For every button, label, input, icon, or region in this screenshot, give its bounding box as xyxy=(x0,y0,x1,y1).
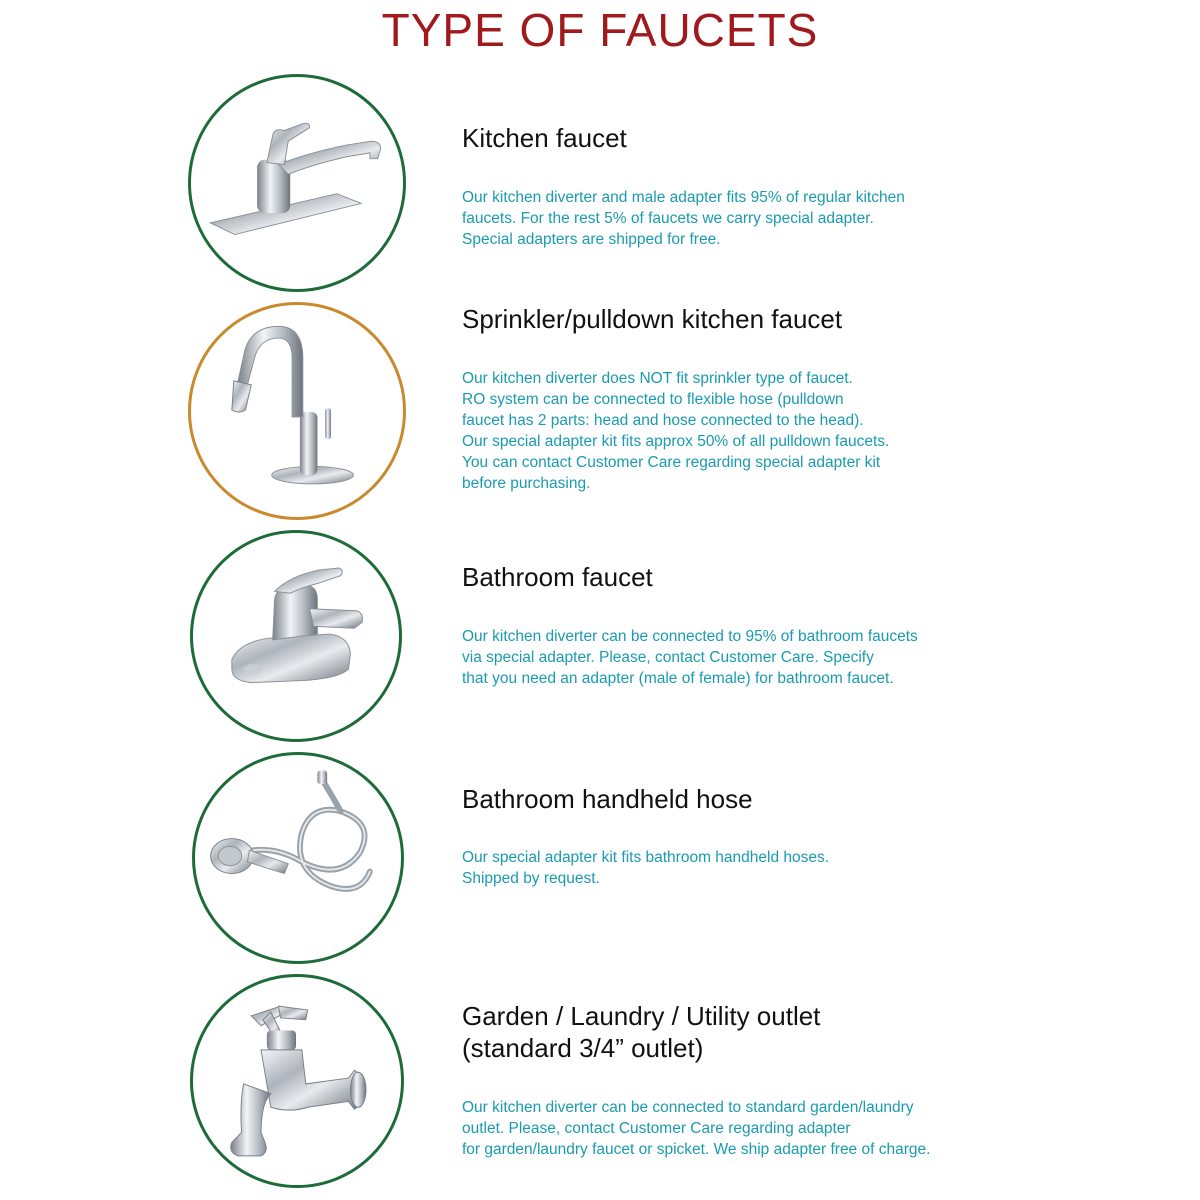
utility-spigot-icon xyxy=(190,974,404,1188)
item-description: Our kitchen diverter can be connected to standard garden/laundry outlet. Please, contact Customer Care regarding adapter for garden/laundry faucet or spicket. We ship adapter free of charge. xyxy=(462,1099,931,1158)
page-title: TYPE OF FAUCETS xyxy=(381,4,819,56)
pulldown-faucet-icon xyxy=(188,302,406,520)
item-description: Our special adapter kit fits bathroom handheld hoses. Shipped by request. xyxy=(462,849,830,887)
handheld-hose-icon xyxy=(192,752,404,964)
kitchen-faucet-icon xyxy=(188,74,406,292)
bathroom-faucet-icon xyxy=(190,530,402,742)
item-title: Sprinkler/pulldown kitchen faucet xyxy=(462,304,843,334)
item-title: Bathroom faucet xyxy=(462,562,653,592)
item-description: Our kitchen diverter and male adapter fits 95% of regular kitchen faucets. For the rest 5% of faucets we carry special adapter. Special adapters are shipped for free. xyxy=(462,189,905,248)
item-title: Bathroom handheld hose xyxy=(462,784,753,814)
item-title: Garden / Laundry / Utility outlet (standard 3/4” outlet) xyxy=(462,1001,821,1063)
item-description: Our kitchen diverter can be connected to 95% of bathroom faucets via special adapter. Please, contact Customer Care. Specify that you need an adapter (male of female) for bathroom faucet. xyxy=(462,628,918,687)
item-description: Our kitchen diverter does NOT fit sprinkler type of faucet. RO system can be connected to flexible hose (pulldown faucet has 2 parts: head and hose connected to the head). Our special adapter kit fits approx 50% of all pulldown faucets. You can contact Customer Care regarding special adapter kit before purchasing. xyxy=(462,370,890,492)
item-title: Kitchen faucet xyxy=(462,123,627,153)
